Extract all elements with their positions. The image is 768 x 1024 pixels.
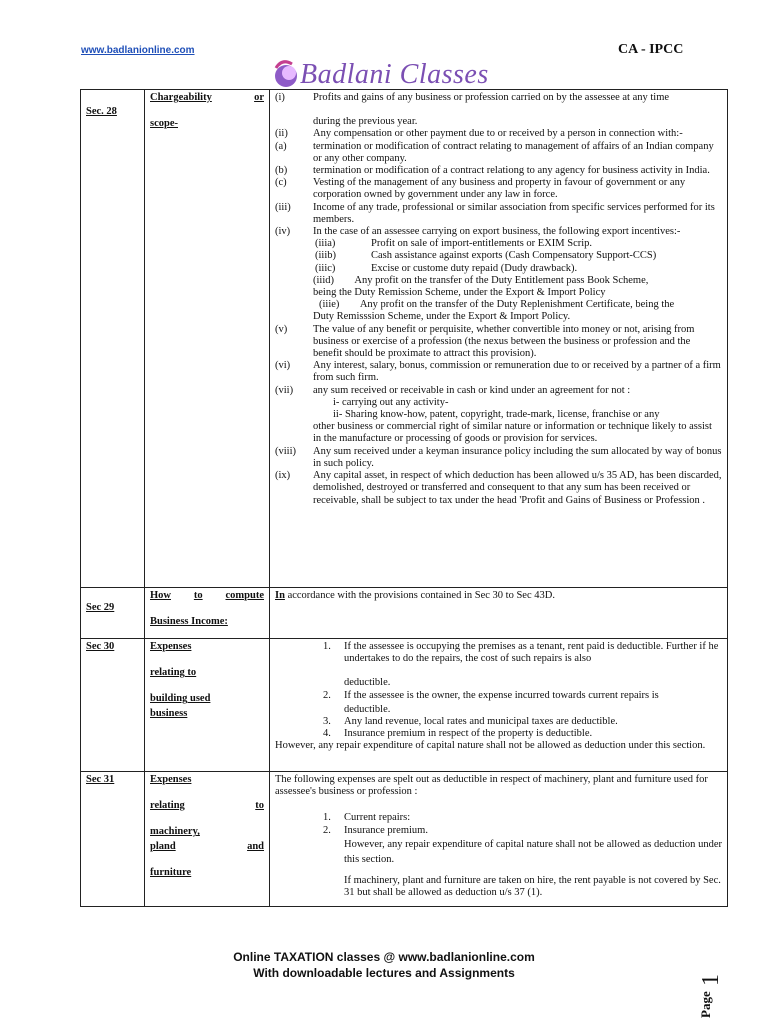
list-item: (iiic) Excise or custome duty repaid (Dudy drawback).	[315, 262, 578, 274]
content-cell	[270, 588, 728, 639]
table-row-sec-31	[81, 772, 728, 907]
list-item: (v) The value of any benefit or perquisite, whether convertible into money or not, arising from business or exercise of a profession (the nexus between the business or profession and the benefit should be proximate to attract this provision).	[275, 323, 695, 360]
topic-cell	[145, 90, 270, 588]
topic-text: to	[193, 590, 203, 601]
section-label: Sec. 28	[86, 106, 117, 117]
topic-cell	[145, 588, 270, 639]
list-item: (iiib) Cash assistance against exports (Cash Compensatory Support-CCS)	[315, 250, 657, 262]
body-text: However, any repair expenditure of capital nature shall not be allowed as deduction under this section.	[275, 740, 706, 752]
topic-text: Chargeability	[150, 92, 212, 103]
list-item: (vii) any sum received or receivable in cash or kind under an agreement for not :	[275, 384, 631, 396]
content-cell	[270, 772, 728, 907]
list-item: ii- Sharing know-how, patent, copyright, trade-mark, license, franchise or any	[333, 409, 660, 421]
list-item: (viii) Any sum received under a keyman insurance policy including the sum allocated by way of bonus in such policy.	[275, 445, 722, 469]
table-row-sec-30	[81, 639, 728, 772]
site-link[interactable]: www.badlanionline.com	[81, 45, 195, 56]
list-item: 1. If the assessee is occupying the premises as a tenant, rent paid is deductible. Further if he undertakes to do the repairs, the cost of such repairs is also	[323, 641, 719, 665]
page-number-tag	[694, 958, 724, 1018]
list-item: (ii) Any compensation or other payment due to or received by a person in connection with:-	[275, 128, 683, 140]
list-item: 4. Insurance premium in respect of the property is deductible.	[323, 728, 593, 740]
list-item: 2. If the assessee is the owner, the expense incurred towards current repairs is	[323, 689, 659, 701]
section-cell	[81, 588, 145, 639]
list-item: (vi) Any interest, salary, bonus, commission or remuneration due to or received by a partner of a firm from such firm.	[275, 360, 721, 384]
content-table	[80, 89, 728, 907]
footer-line-2: With downloadable lectures and Assignments	[253, 966, 515, 980]
brand-name: Badlani Classes	[300, 59, 489, 90]
section-cell	[81, 639, 145, 772]
content-cell	[270, 639, 728, 772]
list-item: (a) termination or modification of contract relating to management of affairs of an Indian company or any other company.	[275, 140, 714, 164]
table-row-sec-29	[81, 588, 728, 639]
list-item-cont: other business or commercial right of similar nature or information or technique likely to assist in the manufacture or processing of goods or provision for services.	[313, 421, 712, 445]
list-item: (b) termination or modification of a contract relationg to any agency for business activity in India.	[275, 165, 710, 177]
list-item: (i) Profits and gains of any business or profession carried on by the assessee at any time	[275, 92, 670, 103]
body-text: The following expenses are spelt out as deductible in respect of machinery, plant and furniture used for assessee's business or profession :	[275, 774, 708, 798]
content-cell	[270, 90, 728, 588]
topic-text: furniture	[150, 866, 192, 878]
list-item-cont: Duty Remisssion Scheme, under the Export & Import Policy.	[313, 311, 571, 323]
topic-text: relating to	[150, 667, 197, 679]
list-item: 2. Insurance premium.	[323, 824, 428, 836]
logo-swirl-icon	[272, 60, 298, 90]
body-text: However, any repair expenditure of capital nature shall not be allowed as deduction under this section.	[344, 838, 722, 865]
list-item: (iiie) Any profit on the transfer of the Duty Replenishment Certificate, being the	[319, 299, 675, 311]
topic-text: and	[247, 840, 264, 852]
topic-text: business	[150, 707, 188, 719]
topic-text: relating	[150, 800, 185, 812]
list-item: (iii) Income of any trade, professional or similar association from specific services performed for its members.	[275, 201, 715, 225]
topic-text: compute	[225, 590, 264, 601]
lead-word: In	[275, 590, 285, 601]
list-item: deductible.	[344, 703, 391, 715]
brand-logo	[272, 58, 489, 92]
topic-cell	[145, 772, 270, 907]
course-title: CA - IPCC	[618, 42, 684, 57]
list-item: 1. Current repairs:	[323, 812, 411, 824]
page-label: Page	[698, 991, 713, 1018]
list-item: (iiia) Profit on sale of import-entitlements or EXIM Scrip.	[315, 238, 593, 250]
section-cell	[81, 772, 145, 907]
section-label: Sec 31	[86, 774, 115, 785]
table-row-sec-28	[81, 90, 728, 588]
topic-text: Expenses	[150, 774, 192, 785]
topic-text: or	[254, 92, 264, 103]
list-item: (iv) In the case of an assessee carrying on export business, the following export incentives:-	[275, 226, 681, 238]
topic-text: to	[255, 800, 264, 812]
list-item: 3. Any land revenue, local rates and municipal taxes are deductible.	[323, 716, 618, 728]
list-item: (iiid) Any profit on the transfer of the Duty Entitlement pass Book Scheme,	[313, 274, 649, 286]
section-label: Sec 30	[86, 641, 115, 652]
topic-text: scope-	[150, 118, 178, 130]
list-item: deductible.	[344, 677, 391, 689]
topic-text: Business Income:	[150, 616, 228, 628]
topic-cell	[145, 639, 270, 772]
list-item-cont: being the Duty Remission Scheme, under the Export & Import Policy	[313, 287, 606, 299]
body-text: accordance with the provisions contained in Sec 30 to Sec 43D.	[284, 590, 555, 601]
topic-text: machinery,	[150, 826, 200, 838]
list-item: (c) Vesting of the management of any business and property in favour of government or any corporation owned by government under any law in force.	[275, 177, 686, 201]
list-item: i- carrying out any activity-	[333, 396, 449, 408]
topic-text: pland	[150, 840, 176, 852]
page-number: 1	[698, 974, 724, 986]
body-text: If machinery, plant and furniture are taken on hire, the rent payable is not covered by Sec. 31 but shall be allowed as deduction u/s 37 (1).	[344, 874, 721, 899]
topic-text: Expenses	[150, 641, 192, 652]
list-item: (ix) Any capital asset, in respect of which deduction has been allowed u/s 35 AD, has been discarded, demolished, destroyed or transferred and consequent to that any sum has been received or receivable, shall be subject to tax under the head 'Profit and Gains of Business or Profession .	[275, 470, 722, 506]
footer-line-1: Online TAXATION classes @ www.badlanionline.com	[233, 950, 535, 964]
section-cell	[81, 90, 145, 588]
topic-text: building used	[150, 693, 211, 705]
topic-text: How	[150, 590, 171, 601]
list-item: during the previous year.	[313, 116, 418, 128]
section-label: Sec 29	[86, 602, 115, 613]
